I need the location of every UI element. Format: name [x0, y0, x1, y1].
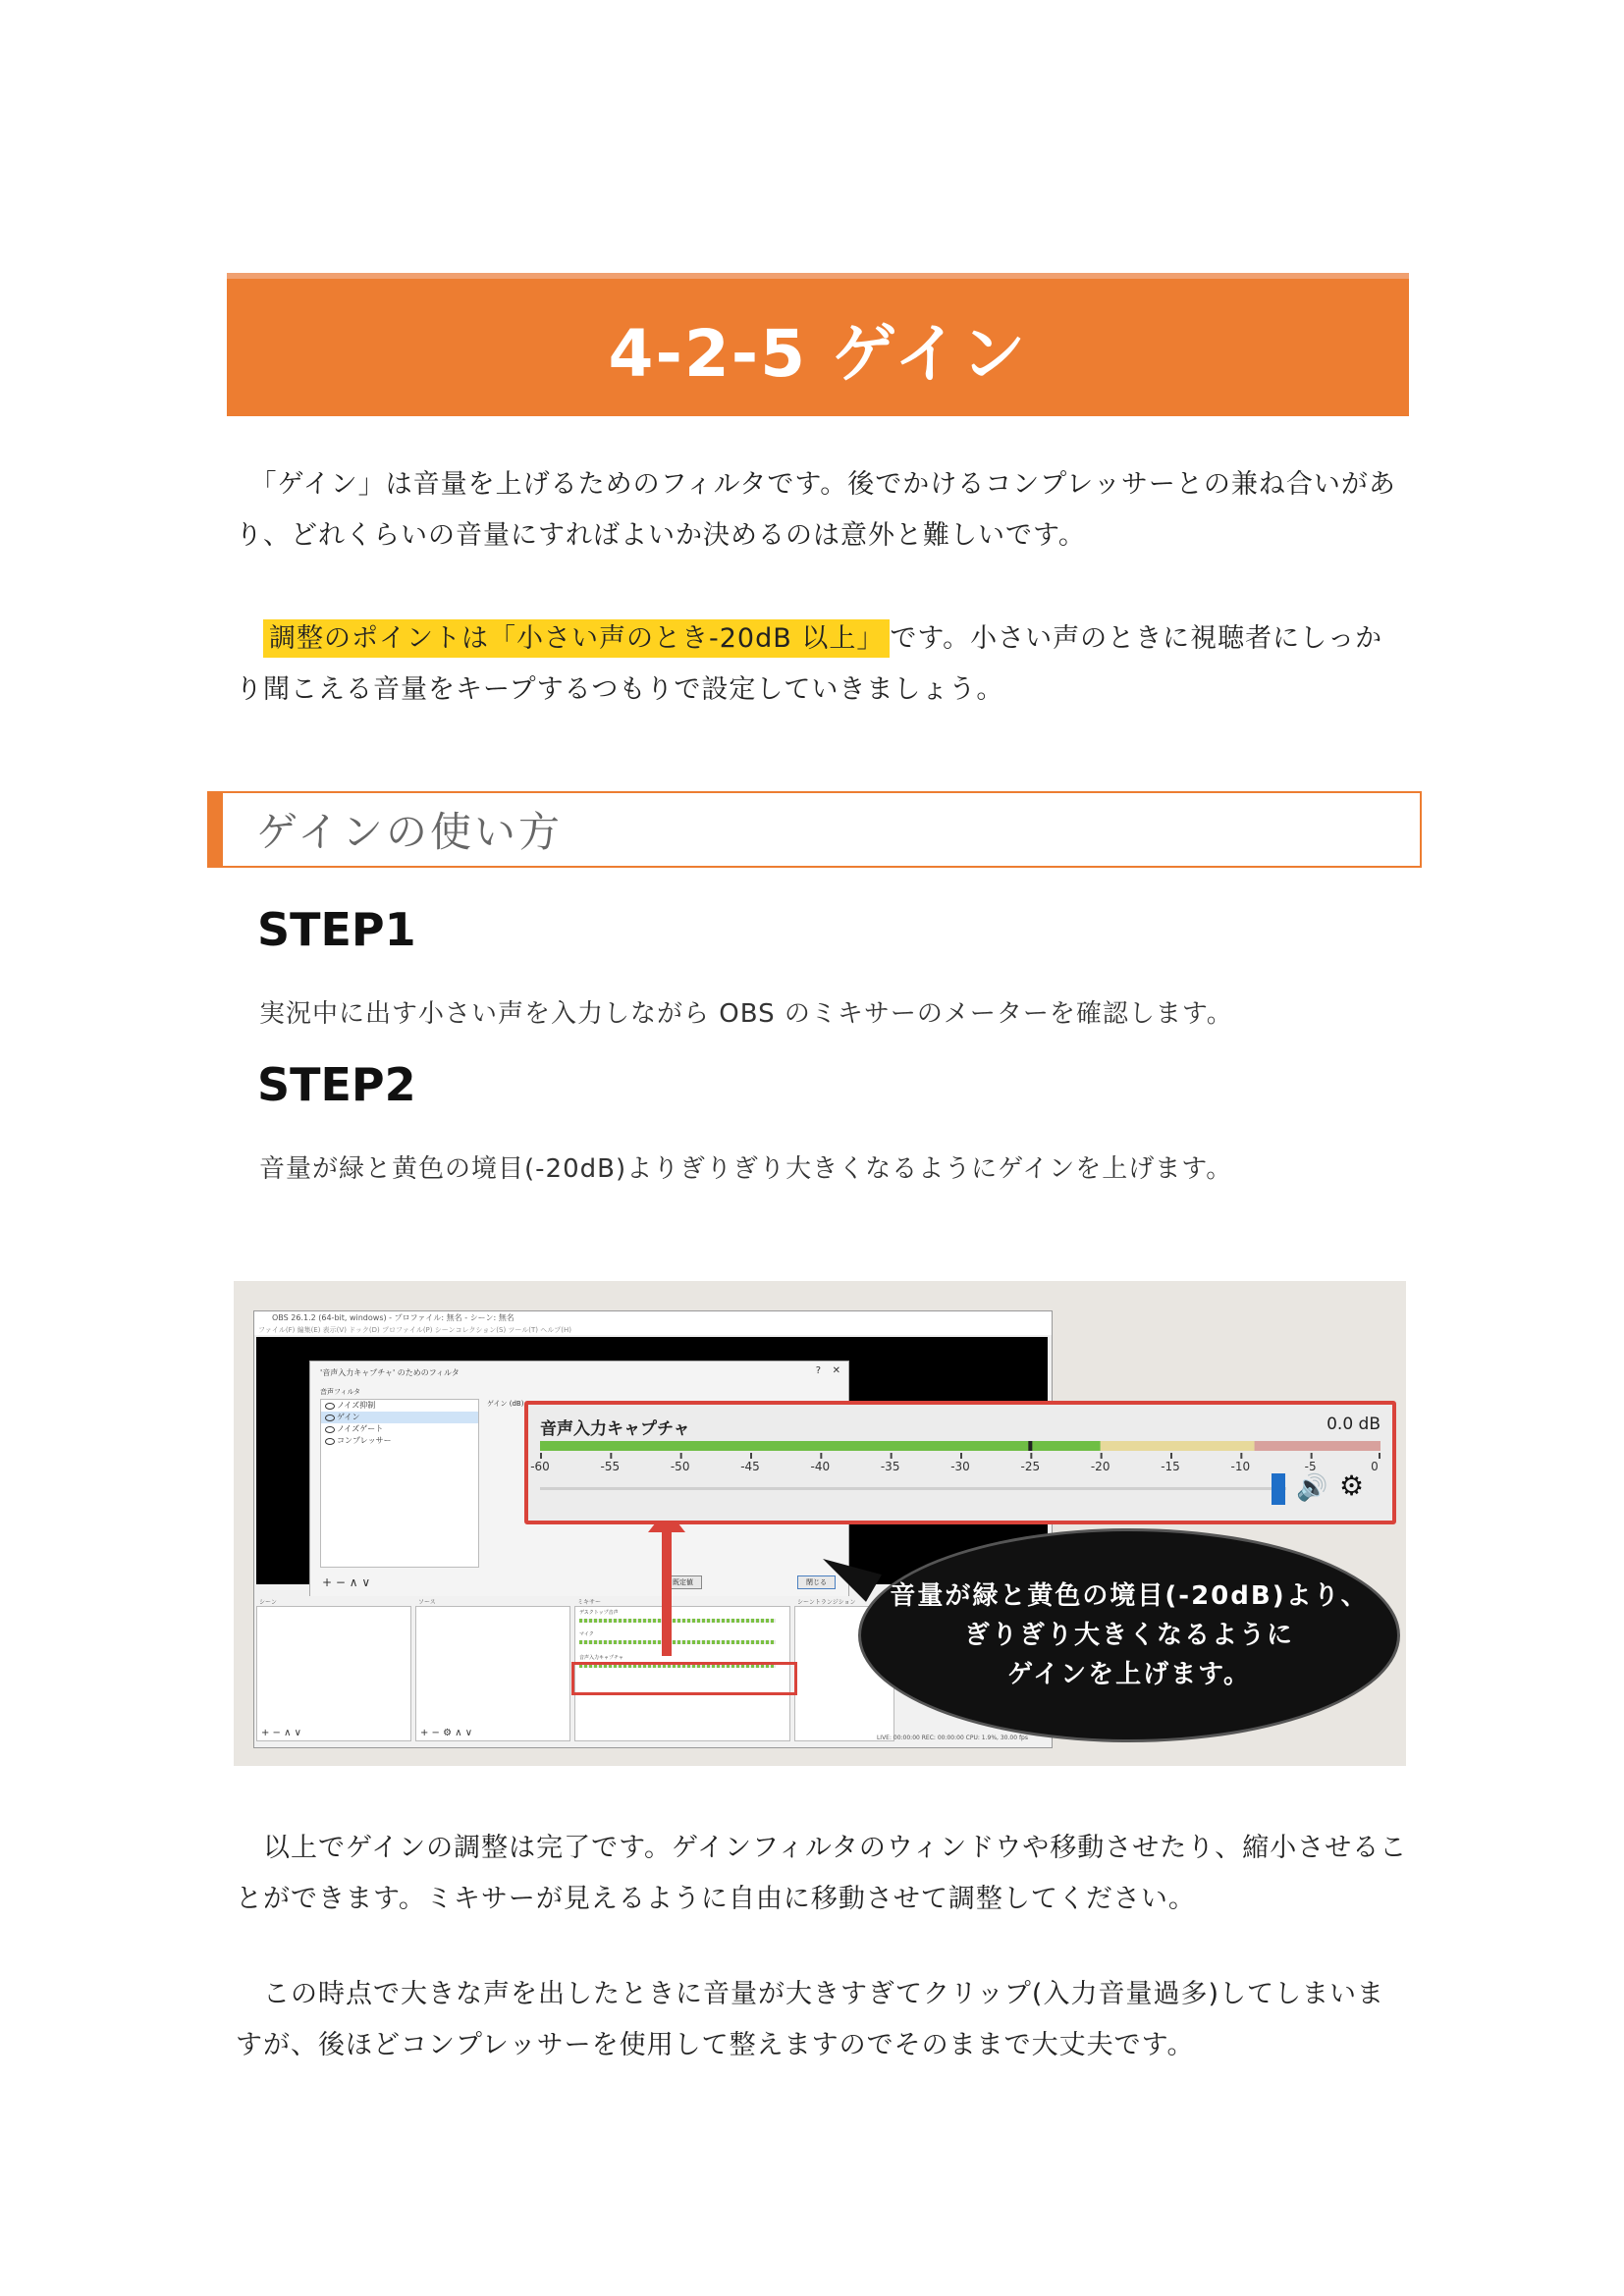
meter-tick [1379, 1453, 1380, 1459]
meter-tick [1101, 1453, 1103, 1459]
meter-tick-label: -55 [600, 1460, 621, 1473]
intro-paragraph-1 [236, 459, 1410, 561]
intro-paragraph-2 [236, 614, 1410, 716]
mixer-dock-title: ミキサー [577, 1599, 602, 1606]
close-icon[interactable]: ✕ [832, 1365, 840, 1376]
volume-meter [540, 1441, 1380, 1451]
eye-icon[interactable] [325, 1426, 335, 1433]
section-title: ゲインの使い方 [256, 808, 564, 856]
gear-icon[interactable]: ⚙ [1339, 1469, 1365, 1502]
mixer-meter-desktop [579, 1619, 776, 1623]
callout-text [890, 1576, 1368, 1694]
mixer-channel-input: 音声入力キャプチャ [579, 1655, 623, 1661]
eye-icon[interactable] [325, 1403, 335, 1410]
volume-slider-handle[interactable] [1272, 1473, 1285, 1505]
step1-text: 実況中に出す小さい声を入力しながら OBS のミキサーのメーターを確認します。 [259, 999, 1233, 1029]
source-controls[interactable]: + − ⚙ ∧ ∨ [420, 1728, 473, 1738]
meter-tick [820, 1453, 822, 1459]
mixer-zoom-panel [524, 1401, 1396, 1524]
obs-screenshot-figure [234, 1281, 1406, 1766]
meter-tick-label: -50 [670, 1460, 690, 1473]
mixer-source-name: 音声入力キャプチャ [540, 1419, 690, 1439]
step2-text: 音量が緑と黄色の境目(-20dB)よりぎりぎり大きくなるようにゲインを上げます。 [259, 1154, 1233, 1184]
transitions-dock-title: シーントランジション [797, 1599, 856, 1606]
intro-p2-text: です。小さい声のときに視聴者にしっかり聞こえる音量をキープするつもりで設定していきましょう。 [236, 623, 1383, 705]
speaker-icon[interactable]: 🔊 [1296, 1473, 1328, 1503]
meter-tick-label: -20 [1090, 1460, 1110, 1473]
meter-tick [1240, 1453, 1242, 1459]
filter-item-noise-gate[interactable]: ノイズゲート [321, 1423, 478, 1435]
scenes-dock-title: シーン [259, 1599, 277, 1606]
meter-tick [1030, 1453, 1032, 1459]
page-title: 4-2-5 ゲイン [608, 315, 1028, 392]
eye-icon[interactable] [325, 1438, 335, 1445]
meter-tick-label: -25 [1020, 1460, 1041, 1473]
meter-tick-label: -60 [530, 1460, 550, 1473]
filter-item-noise-suppression[interactable]: ノイズ抑制 [321, 1400, 478, 1412]
meter-tick-label: -40 [810, 1460, 831, 1473]
callout-line-3: ゲインを上げます。 [1006, 1660, 1252, 1689]
outro-paragraph-2 [236, 1969, 1410, 2071]
filter-list-controls[interactable]: + − ∧ ∨ [322, 1575, 371, 1589]
mixer-channel-mic: マイク [579, 1631, 594, 1637]
scene-controls[interactable]: + − ∧ ∨ [261, 1728, 301, 1738]
sources-dock [415, 1599, 570, 1741]
meter-tick-label: -30 [950, 1460, 970, 1473]
meter-tick [1170, 1453, 1172, 1459]
meter-tick-label: -10 [1230, 1460, 1251, 1473]
filter-list [320, 1399, 479, 1568]
mixer-channel-desktop: デスクトップ音声 [579, 1610, 619, 1616]
sources-dock-title: ソース [418, 1599, 436, 1606]
meter-tick-label: -45 [740, 1460, 760, 1473]
filter-item-compressor[interactable]: コンプレッサー [321, 1435, 478, 1447]
audio-filters-label: 音声フィルタ [320, 1388, 361, 1396]
meter-tick-label: -35 [880, 1460, 900, 1473]
outro-p4-text: この時点で大きな声を出したときに音量が大きすぎてクリップ(入力音量過多)してしまいますが、後ほどコンプレッサーを使用して整えますのでそのままで大丈夫です。 [236, 1979, 1384, 2060]
intro-p1-text: 「ゲイン」は音量を上げるためのフィルタです。後でかけるコンプレッサーとの兼ね合いがあり、どれくらいの音量にすればよいか決めるのは意外と難しいです。 [236, 469, 1396, 551]
filter-item-gain[interactable]: ゲイン [321, 1412, 478, 1423]
mixer-highlight-box [571, 1662, 797, 1695]
title-banner [227, 273, 1409, 416]
meter-tick [960, 1453, 962, 1459]
mixer-db-value: 0.0 dB [1326, 1415, 1380, 1434]
volume-slider-track[interactable] [540, 1487, 1286, 1490]
meter-tick-label: -15 [1161, 1460, 1180, 1473]
meter-tick [1311, 1453, 1313, 1459]
obs-menubar: ファイル(F) 編集(E) 表示(V) ドック(D) プロファイル(P) シーンコレクション(S) ツール(T) ヘルプ(H) [254, 1325, 1052, 1335]
scenes-dock [256, 1599, 411, 1741]
meter-tick [540, 1453, 542, 1459]
help-icon[interactable]: ? [815, 1365, 821, 1376]
close-button[interactable]: 閉じる [797, 1575, 836, 1589]
meter-yellow-zone [1101, 1441, 1255, 1451]
meter-tick-label: 0 [1371, 1460, 1379, 1473]
meter-red-zone [1255, 1441, 1380, 1451]
filter-dialog-title: '音声入力キャプチャ' のためのフィルタ [320, 1368, 460, 1377]
meter-tick [610, 1453, 612, 1459]
callout-line-2: ぎりぎり大きくなるように [963, 1621, 1294, 1650]
meter-tick-label: -5 [1304, 1460, 1317, 1473]
meter-tick [891, 1453, 893, 1459]
meter-ticks [540, 1453, 1380, 1459]
eye-icon[interactable] [325, 1415, 335, 1421]
status-bar: LIVE: 00:00:00 REC: 00:00:00 CPU: 1.9%, 30.00 fps [876, 1735, 1028, 1741]
section-heading [207, 791, 1422, 868]
callout-bubble [858, 1528, 1400, 1742]
callout-line-1: 音量が緑と黄色の境目(-20dB)より、 [890, 1581, 1369, 1611]
outro-p3-text: 以上でゲインの調整は完了です。ゲインフィルタのウィンドウや移動させたり、縮小させることができます。ミキサーが見えるように自由に移動させて調整してください。 [236, 1833, 1408, 1914]
meter-tick [750, 1453, 752, 1459]
meter-green-zone [540, 1441, 1101, 1451]
outro-paragraph-1 [236, 1823, 1410, 1925]
arrow-icon [662, 1528, 672, 1656]
obs-titlebar: OBS 26.1.2 (64-bit, windows) - プロファイル: 無名 - シーン: 無名 [254, 1311, 1052, 1325]
mixer-meter-mic [579, 1640, 776, 1644]
step1-title: STEP1 [257, 903, 416, 956]
meter-tick [680, 1453, 682, 1459]
highlight-text: 調整のポイントは「小さい声のとき-20dB 以上」 [263, 619, 890, 658]
gain-db-label: ゲイン (dB) [487, 1400, 524, 1408]
step2-title: STEP2 [257, 1058, 416, 1111]
meter-peak-marker [1028, 1441, 1032, 1451]
defaults-button[interactable]: 既定値 [664, 1575, 702, 1589]
